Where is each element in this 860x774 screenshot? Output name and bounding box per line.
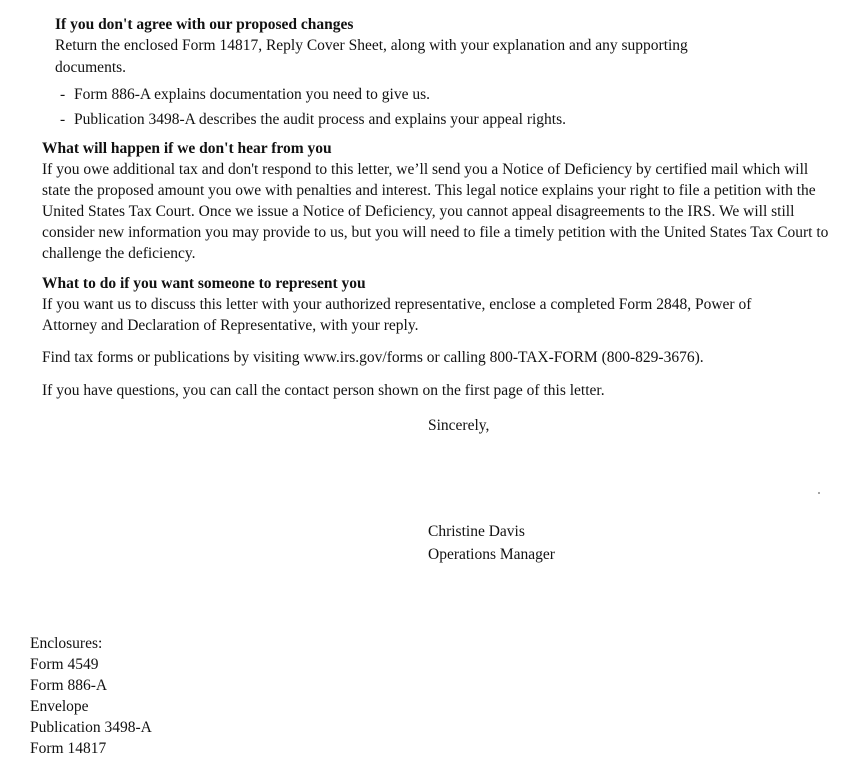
no-response-body: If you owe additional tax and don't respond to this letter, we’ll send you a Notice of Deficiency by certified mail which will state the proposed amount you owe with penalties and interest. This legal notice explains your right to file a petition with the United States Tax Court. Once we issue a Notice of Deficiency, you cannot appeal disagreements to the IRS. We will still consider new information you may provide to us, but you will need to file a timely petition with the United States Tax Court to challenge the deficiency.	[42, 161, 829, 262]
bullet-item-form-886a	[55, 84, 755, 105]
questions-line: If you have questions, you can call the contact person shown on the first page of this letter.	[42, 382, 605, 399]
forms-line: Find tax forms or publications by visiting www.irs.gov/forms or calling 800-TAX-FORM (800-829-3676).	[42, 349, 704, 366]
list-item: Form 4549	[30, 656, 99, 673]
bullet-dash: -	[60, 111, 66, 128]
list-item: Form 14817	[30, 740, 107, 757]
list-item: Envelope	[30, 698, 89, 715]
disagree-heading: If you don't agree with our proposed changes	[55, 16, 354, 33]
list-item: Form 886-A	[30, 677, 108, 694]
enclosures-list	[30, 633, 430, 759]
scan-speck	[818, 492, 820, 494]
enclosures-label: Enclosures:	[30, 635, 103, 652]
bullet-dash: -	[60, 86, 66, 103]
closing: Sincerely,	[428, 417, 490, 434]
no-response-heading: What will happen if we don't hear from you	[42, 140, 332, 157]
representative-section	[42, 273, 802, 336]
bullet-text: Publication 3498-A describes the audit process and explains your appeal rights.	[74, 111, 567, 128]
representative-heading: What to do if you want someone to represent you	[42, 275, 366, 292]
representative-body: If you want us to discuss this letter with your authorized representative, enclose a completed Form 2848, Power of Attorney and Declaration of Representative, with your reply.	[42, 296, 752, 334]
list-item: Publication 3498-A	[30, 719, 152, 736]
no-response-section	[42, 138, 842, 264]
disagree-section	[55, 14, 755, 130]
disagree-body: Return the enclosed Form 14817, Reply Cover Sheet, along with your explanation and any supporting documents.	[55, 37, 688, 76]
bullet-item-pub-3498a	[55, 109, 755, 130]
bullet-text: Form 886-A explains documentation you need to give us.	[74, 86, 431, 103]
signer-name: Christine Davis	[428, 523, 525, 540]
signer-title: Operations Manager	[428, 546, 555, 563]
